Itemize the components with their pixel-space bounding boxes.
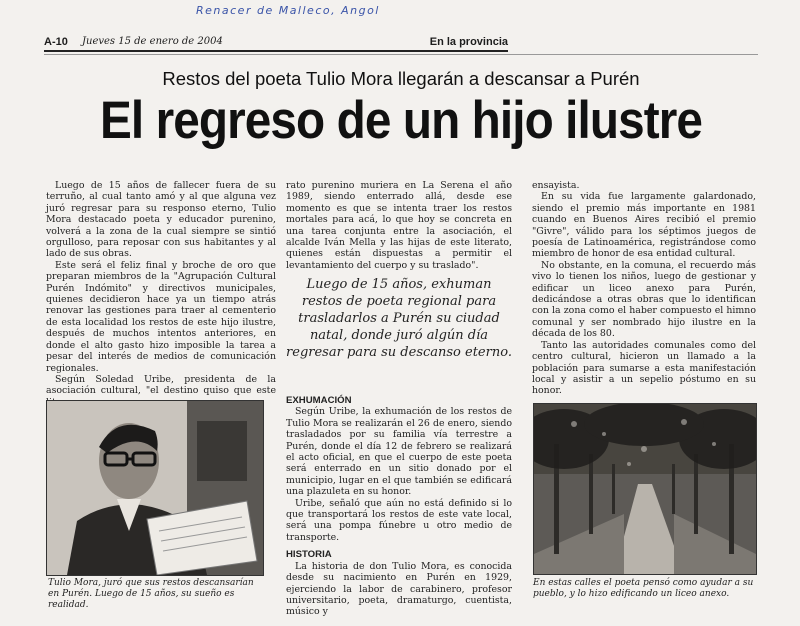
paragraph: Según Soledad Uribe, presidenta de la asociación cultural, "el destino quiso que este (46, 373, 276, 397)
paragraph: En su vida fue largamente galardonado, siendo el premio más importante en 1981 cuando en Buenos Aires recibió el premio "Givre", válido para los séptimos juegos de poesía de Latinoamérica, registrándose como miembro de honor de esa entidad cultural. (532, 191, 756, 260)
photo-caption-1: Tulio Mora, juró que sus restos descansarían en Purén. Luego de 15 años, su sueño es realidad. (48, 578, 254, 610)
paragraph: Tanto las autoridades comunales como del centro cultural, hicieron un llamado a la población para sumarse a esta manifestación local y asistir a un sepelio póstumo en su honor. (532, 339, 756, 397)
article-column-2-lower (286, 392, 512, 618)
section-name: En la provincia (429, 36, 508, 48)
paragraph: Este será el feliz final y broche de oro que preparan miembros de la "Agrupación Cultural Purén Indómito" y directivos municipales, quienes decidieron hace ya un tiempo atrás renovar las gestiones para traer al cementerio de esta localidad los restos de este hijo ilustre, después de muchos intentos anteriores, en donde el alto gasto hizo imposible la tarea a pesar del interés de medios de comunicación regionales. (46, 259, 276, 374)
article-column-2 (286, 180, 512, 271)
handwritten-source-note: Renacer de Malleco, Angol (196, 4, 380, 17)
paragraph: Luego de 15 años de fallecer fuera de su terruño, al cual tanto amó y al que alguna vez juró regresar para su responso eterno, Tulio Mora destacado poeta y educador purenino, volverá a la zona de la cual siempre se sintió orgulloso, para reposar con sus habitantes y al lado de sus obras. (46, 180, 276, 260)
paragraph: No obstante, en la comuna, el recuerdo más vivo lo tienen los niños, luego de gestionar y edificar un liceo anexo para Purén, dedicándose a otras obras que lo identifican con la zona como el haber compuesto el himno comunal y ser nombrado hijo ilustre en la década de los 80. (532, 259, 756, 340)
page-number: A-10 (44, 36, 68, 48)
subhead-exhumacion: EXHUMACIÓN (286, 395, 352, 406)
paragraph: Según Uribe, la exhumación de los restos de Tulio Mora se realizarán el 26 de enero, siendo trasladados por su familia vía terrestre a Purén, donde el día 12 de febrero se realizará el acto oficial, en que el cuerpo de este poeta será enterrado en un sitio donado por el municipio, lugar en el que también se edificará una plazuleta en su honor. (286, 406, 512, 498)
portrait-illustration (47, 401, 263, 575)
paragraph: La historia de don Tulio Mora, es conocida desde su nacimiento en Purén en 1929, ejerciendo la labor de carabinero, profesor universitario, poeta, dramaturgo, cuentista, músico y (286, 560, 512, 618)
article-headline: El regreso de un hijo ilustre (99, 91, 703, 150)
article-column-3 (532, 180, 756, 397)
paragraph: rato purenino muriera en La Serena el año 1989, siendo enterrado allá, desde ese momento es que se intenta traer los restos mortales para acá, lo que hoy se concreta en una tarea conjunta entre la asociación, el alcalde Iván Mella y las hijas de este literato, quienes están dispuestas a permitir el levantamiento del cuerpo y su traslado". (286, 180, 512, 271)
tree-lined-street-illustration (534, 404, 756, 574)
divider (44, 54, 758, 55)
pull-quote: Luego de 15 años, exhuman restos de poeta regional para trasladarlos a Purén su ciudad natal, donde juró algún día regresar para su descanso eterno. (286, 277, 512, 360)
page-header-bar (44, 36, 508, 52)
paragraph: ensayista. (532, 180, 580, 191)
paragraph: Uribe, señaló que aún no está definido si lo que transportará los restos de este vate local, será una pompa fúnebre u otro medio de transporte. (286, 497, 512, 543)
subhead-historia: HISTORIA (286, 549, 332, 561)
photo-caption-2: En estas calles el poeta pensó como ayudar a su pueblo, y lo hizo edificando un liceo anexo. (533, 578, 754, 599)
street-photo (533, 403, 757, 575)
article-column-1 (46, 180, 276, 408)
page-date: Jueves 15 de enero de 2004 (82, 36, 223, 47)
article-kicker: Restos del poeta Tulio Mora llegarán a descansar a Purén (162, 68, 640, 89)
portrait-photo (46, 400, 264, 576)
